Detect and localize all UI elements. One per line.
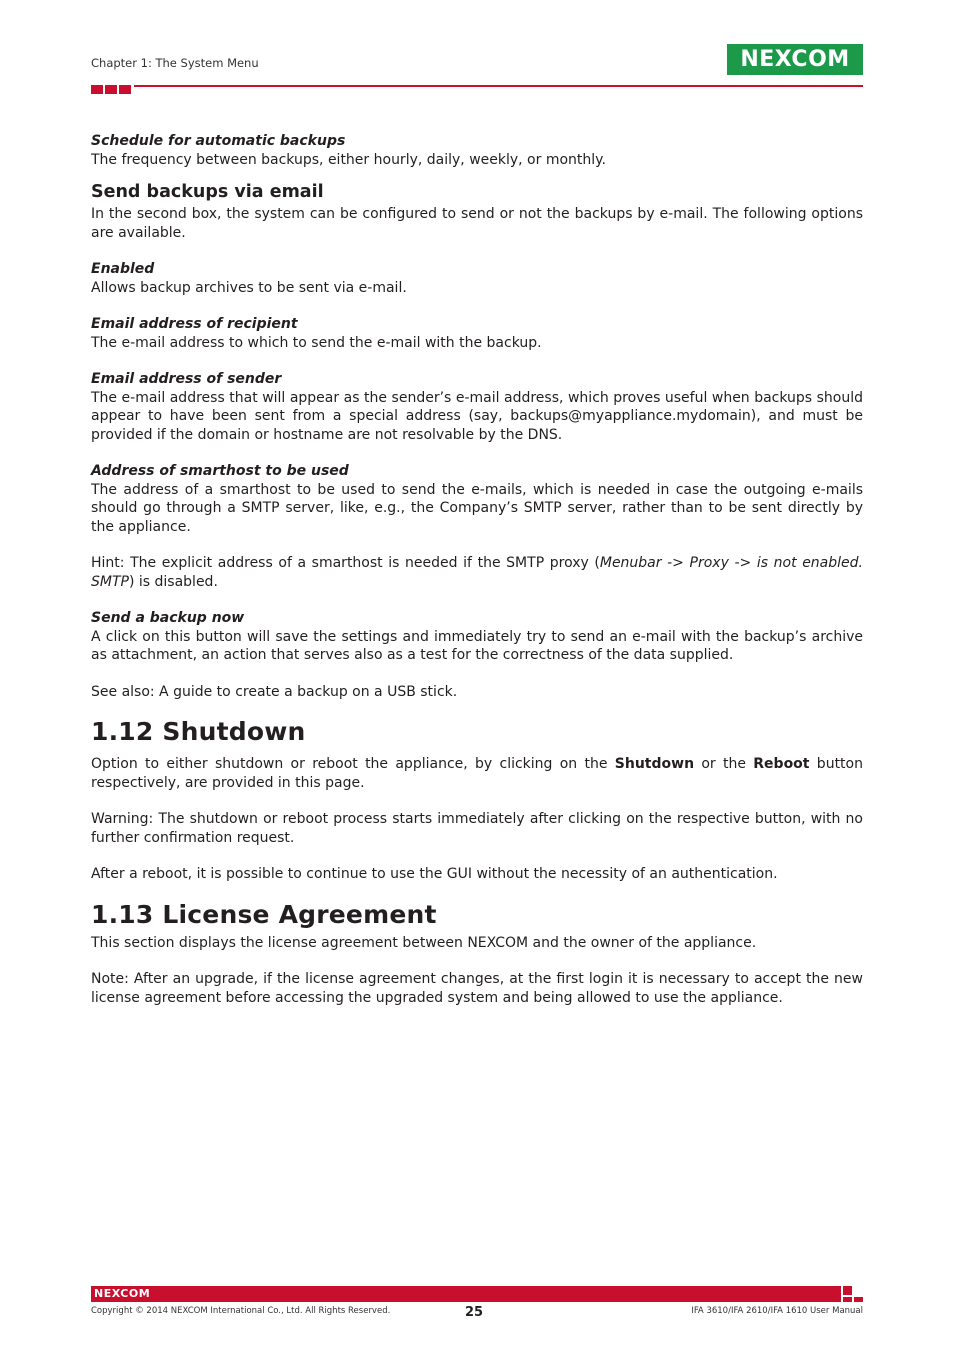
schedule-text: The frequency between backups, either hourly, daily, weekly, or monthly. (91, 151, 606, 168)
manual-title: IFA 3610/IFA 2610/IFA 1610 User Manual (691, 1306, 863, 1316)
license-p1: This section displays the license agreement between NEXCOM and the owner of the appliance. (91, 934, 757, 951)
page-number: 25 (465, 1305, 484, 1320)
sendnow-title: Send a backup now (91, 610, 245, 626)
smarthost-text: The address of a smarthost to be used to send the e-mails, which is needed in case the outgoing e-mails should go through a SMTP server, like, e.g., the Company’s SMTP server, rather than to be sent directly by the appliance. (91, 481, 863, 535)
send-text: In the second box, the system can be configured to send or not the backups by e-mail. The following options are available. (91, 206, 863, 241)
header-square (91, 85, 103, 94)
sendnow-text: A click on this button will save the settings and immediately try to send an e-mail with the backup’s archive as attachment, an action that serves also as a test for the correctness of the data supplied. (91, 628, 863, 663)
license-p2: Note: After an upgrade, if the license agreement changes, at the first login it is necessary to accept the new license agreement before accessing the upgraded system and being allowed to use the appliance. (91, 971, 863, 1006)
license-heading: 1.13 License Agreement (91, 899, 437, 929)
hint-paragraph: Hint: The explicit address of a smarthost is needed if the SMTP proxy (Menubar -> Proxy -> is not enabled. SMTP) is disabled. (91, 555, 863, 590)
header-square (105, 85, 117, 94)
sender-text: The e-mail address that will appear as the sender’s e-mail address, which proves useful when backups should appear to have been sent from a special address (say, backups@myappliance.mydomain), and must be provided if the domain or hostname are not resolvable by the DNS. (91, 389, 863, 443)
enabled-title: Enabled (91, 261, 155, 277)
see-also: See also: A guide to create a backup on a USB stick. (91, 683, 458, 700)
sender-title: Email address of sender (91, 371, 282, 387)
recipient-title: Email address of recipient (91, 316, 298, 332)
smarthost-title: Address of smarthost to be used (91, 463, 349, 479)
footer-square (854, 1297, 863, 1302)
footer-bar (91, 1286, 841, 1302)
copyright: Copyright © 2014 NEXCOM International Co., Ltd. All Rights Reserved. (91, 1306, 391, 1316)
send-heading: Send backups via email (91, 182, 324, 202)
header-square (119, 85, 131, 94)
shutdown-p1: Option to either shutdown or reboot the appliance, by clicking on the Shutdown or the Reboot button respectively, are provided in this page. (91, 756, 863, 791)
header-rule (134, 85, 863, 87)
recipient-text: The e-mail address to which to send the e-mail with the backup. (91, 334, 542, 351)
chapter-title: Chapter 1: The System Menu (91, 56, 259, 70)
shutdown-p2: Warning: The shutdown or reboot process starts immediately after clicking on the respective button, with no further confirmation request. (91, 811, 863, 846)
footer-square (843, 1297, 852, 1302)
shutdown-heading: 1.12 Shutdown (91, 717, 306, 746)
enabled-text: Allows backup archives to be sent via e-mail. (91, 279, 407, 296)
footer-logo: NEXCOM (94, 1287, 151, 1300)
footer-square (843, 1286, 852, 1295)
page-content (91, 132, 863, 1007)
schedule-title: Schedule for automatic backups (91, 133, 346, 149)
shutdown-p3: After a reboot, it is possible to continue to use the GUI without the necessity of an authentication. (91, 866, 778, 882)
nexcom-logo: NEXCOM (727, 44, 863, 75)
